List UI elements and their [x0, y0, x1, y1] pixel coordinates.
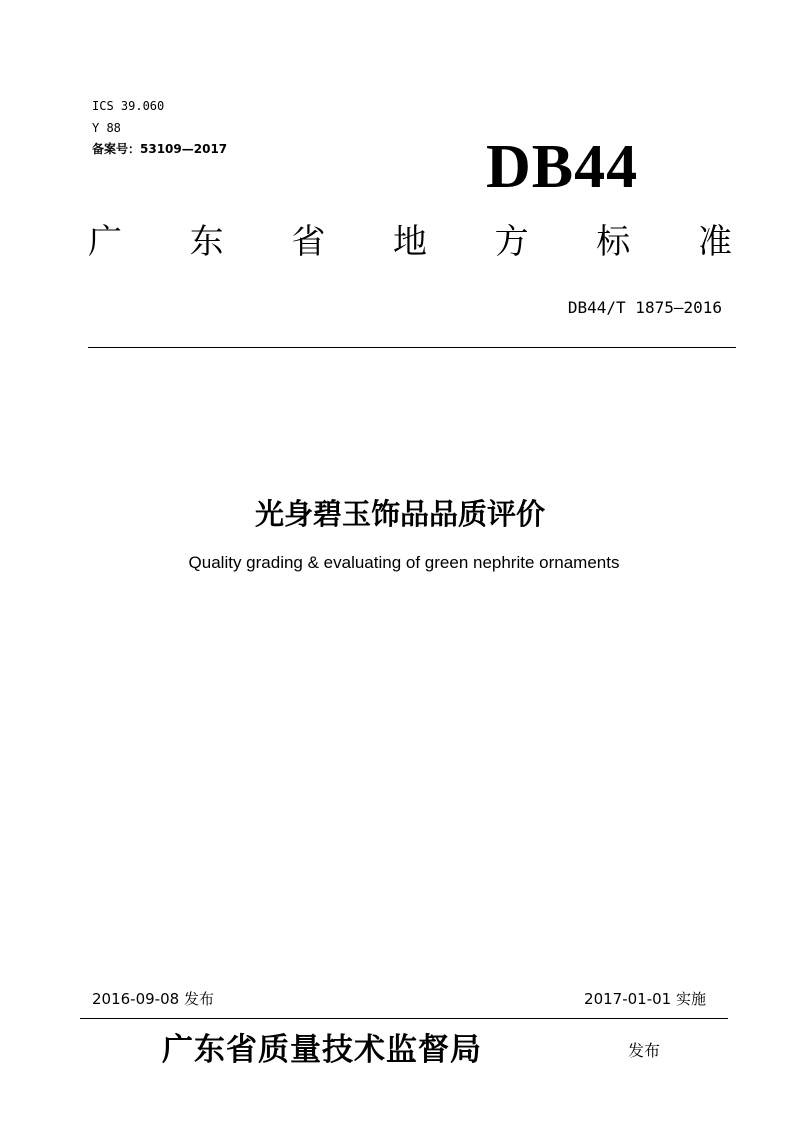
classification-code: Y 88	[92, 121, 121, 135]
issuer-suffix: 发布	[628, 1041, 661, 1060]
implement-date: 2017-01-01 实施	[584, 990, 706, 1008]
category-char: 广	[88, 222, 122, 262]
document-title-english: Quality grading & evaluating of green nephrite ornaments	[188, 553, 620, 572]
publish-date: 2016-09-08 发布	[92, 990, 214, 1008]
top-divider	[88, 347, 736, 348]
db44-logo: DB44	[486, 133, 639, 201]
category-char: 省	[291, 222, 326, 262]
category-char: 地	[392, 222, 427, 262]
category-char: 标	[596, 222, 631, 262]
ics-code: ICS 39.060	[92, 99, 165, 113]
category-char: 准	[697, 222, 732, 262]
record-number: 备案号：53109—2017	[92, 142, 228, 156]
category-char: 东	[189, 222, 224, 262]
document-title-chinese: 光身碧玉饰品品质评价	[254, 497, 545, 531]
issuing-authority: 广东省质量技术监督局	[162, 1032, 482, 1068]
standard-category-heading	[88, 218, 732, 266]
standard-number: DB44/T 1875—2016	[567, 298, 722, 317]
bottom-divider	[80, 1018, 728, 1019]
category-char: 方	[494, 222, 529, 262]
